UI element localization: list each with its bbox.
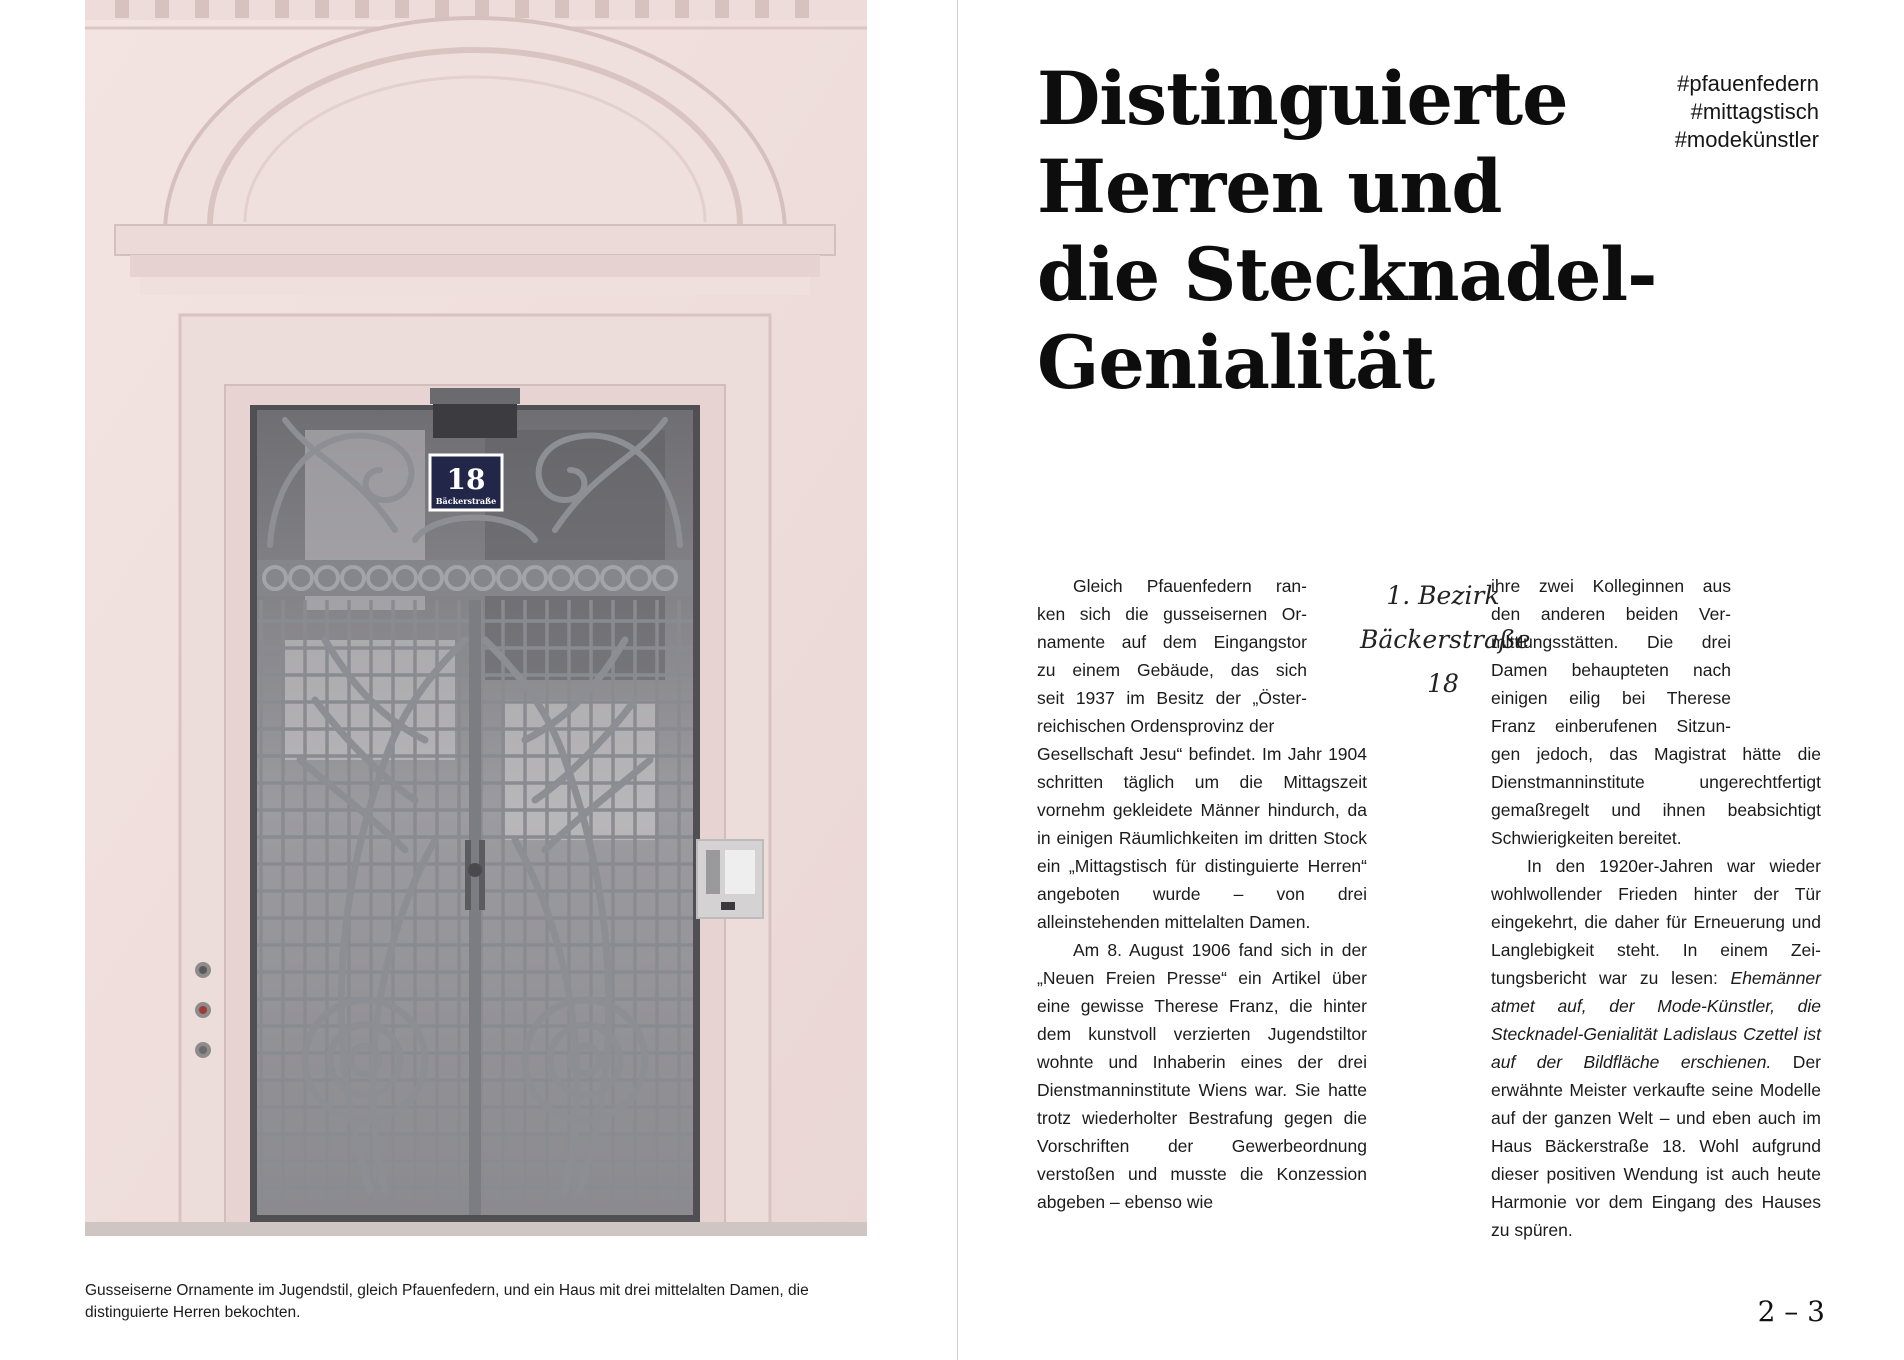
wrap-block — [1037, 572, 1307, 740]
body-paragraph: Gesellschaft Jesu“ befindet. Im Jahr 1904 schritten täglich um die Mittagszeit vornehm gekleidete Männer hindurch, da in einigen Räumlichkeiten im dritten Stock ein „Mittagstisch für distinguierte Herren“ angeboten wurde – von drei alleinstehenden mittelalten Damen. — [1037, 744, 1367, 932]
body-line: einigen eilig bei Therese — [1491, 688, 1731, 708]
location-street: Bäckerstraße — [1360, 625, 1531, 654]
title-line: Genialität — [1037, 320, 1435, 406]
location-number: 18 — [1427, 669, 1459, 698]
title-line: Herren und — [1037, 144, 1502, 230]
body-line: Franz einberufenen Sitzun- — [1491, 716, 1731, 736]
body-line: Gleich Pfauenfedern ran- — [1073, 576, 1307, 596]
house-number: 18 — [446, 463, 486, 496]
door-photo — [85, 0, 867, 1236]
photo-caption: Gusseiserne Ornamente im Jugendstil, gleich Pfauenfedern, und ein Haus mit drei mittelalten Damen, die distinguierte Herren bekochten. — [85, 1282, 809, 1321]
spine-divider — [957, 0, 958, 1360]
body-text: Der erwähnte Meister verkaufte seine Modelle auf der ganzen Welt – und eben auch im Haus Bäckerstraße 18. Wohl aufgrund dieser positiven Wendung ist auch heute Harmonie vor dem Eingang des Hauses zu spüren. — [1491, 1052, 1821, 1240]
hashtag[interactable]: #mittagstisch — [1690, 99, 1819, 124]
hashtag-list — [1675, 70, 1819, 154]
article-title — [1037, 55, 1656, 407]
quote-text: Ehemänner atmet auf, der Mode-Künstler, die Stecknadel-Genialität Ladislaus Czettel ist auf der Bildfläche erschienen. — [1491, 968, 1821, 1072]
article-column-right — [1491, 572, 1821, 1244]
body-paragraph — [1491, 852, 1821, 1244]
house-street: Bäckerstraße — [435, 496, 497, 506]
page-number: 2 – 3 — [1757, 1295, 1825, 1328]
article-column-left — [1037, 572, 1367, 1216]
body-line: zu einem Gebäude, das sich — [1037, 660, 1307, 680]
body-text: In den 1920er-Jahren war wieder wohlwollender Frieden hinter der Tür eingekehrt, die daher für Erneuerung und Langlebigkeit steht. In einem Zeitungsbericht war zu lesen: — [1491, 856, 1821, 988]
body-paragraph: Am 8. August 1906 fand sich in der „Neuen Freien Presse“ ein Artikel über eine gewisse Therese Franz, die hinter dem kunstvoll verzierten Jugendstiltor wohnte und Inhaberin eines der drei Dienstmanninstitute Wiens war. Sie hatte trotz wiederholter Bestrafung gegen die Vorschriften der Gewerbeordnung verstoßen und musste die Konzession abgeben – ebenso wie — [1037, 940, 1367, 1212]
body-line: ihre zwei Kolleginnen aus — [1491, 576, 1731, 596]
body-line: den anderen beiden Ver- — [1491, 604, 1731, 624]
body-line: namente auf dem Eingangstor — [1037, 632, 1307, 652]
title-line: Distinguierte — [1037, 56, 1568, 142]
body-line: ken sich die gusseisernen Or- — [1037, 604, 1307, 624]
body-line: mittlungsstätten. Die drei — [1491, 632, 1731, 652]
body-line: reichischen Ordensprovinz der — [1037, 716, 1275, 736]
body-line: Damen behaupteten nach — [1491, 660, 1731, 680]
title-line: die Stecknadel- — [1037, 232, 1657, 318]
location-district: 1. Bezirk — [1386, 581, 1500, 610]
hashtag[interactable]: #pfauenfedern — [1677, 71, 1819, 96]
wrap-block — [1399, 572, 1731, 740]
body-paragraph: gen jedoch, das Magistrat hätte die Dienstmanninstitute ungerechtfertigt gemaßregelt und ihnen beabsichtigt Schwierigkeiten bereitet. — [1491, 744, 1821, 848]
body-line: seit 1937 im Besitz der „Öster- — [1037, 688, 1307, 708]
hashtag[interactable]: #modekünstler — [1674, 127, 1819, 152]
